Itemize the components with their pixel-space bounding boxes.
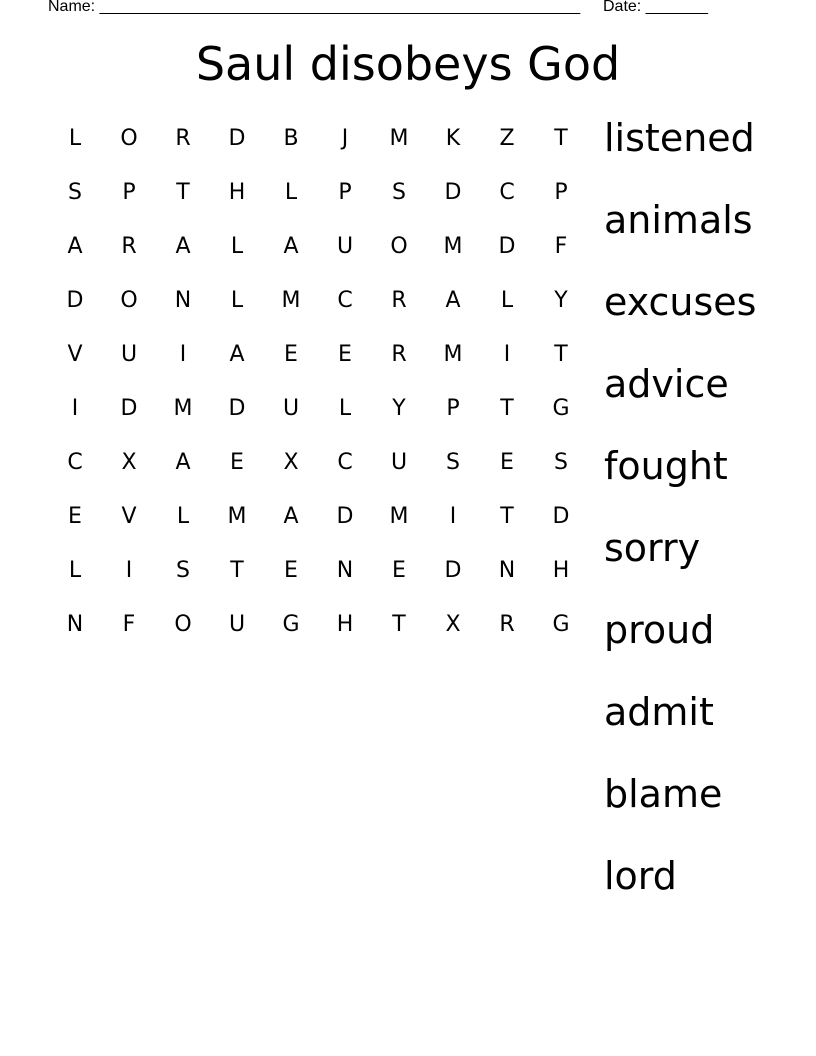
word-list-item: lord (604, 854, 677, 898)
grid-letter: C (67, 450, 83, 475)
word-list-item: admit (604, 690, 714, 734)
grid-letter: M (227, 504, 247, 529)
grid-letter: M (443, 342, 463, 367)
word-list-item: proud (604, 608, 715, 652)
grid-letter: S (554, 450, 568, 475)
grid-letter: N (336, 558, 354, 583)
word-list-item: blame (604, 772, 723, 816)
grid-letter: S (68, 180, 82, 205)
letter-grid (48, 112, 588, 652)
grid-letter: T (230, 558, 244, 583)
grid-letter: V (121, 504, 137, 529)
grid-letter: J (341, 126, 349, 151)
grid-letter: A (175, 450, 191, 475)
grid-letter: D (120, 396, 138, 421)
grid-letter: D (66, 288, 84, 313)
grid-letter: F (122, 612, 136, 637)
grid-letter: R (175, 126, 191, 151)
grid-letter: H (228, 180, 246, 205)
grid-letter: S (446, 450, 460, 475)
grid-letter: A (175, 234, 191, 259)
grid-letter: O (174, 612, 192, 637)
grid-letter: A (283, 234, 299, 259)
grid-letter: A (445, 288, 461, 313)
grid-letter: O (120, 288, 138, 313)
grid-letter: L (68, 126, 82, 151)
grid-letter: T (176, 180, 190, 205)
grid-letter: X (283, 450, 299, 475)
grid-letter: U (228, 612, 246, 637)
grid-letter: C (499, 180, 515, 205)
grid-letter: L (230, 234, 244, 259)
grid-letter: G (282, 612, 300, 637)
grid-letter: T (392, 612, 406, 637)
grid-row (48, 112, 588, 166)
grid-letter: Y (554, 288, 568, 313)
grid-letter: M (443, 234, 463, 259)
date-label: Date: (603, 0, 642, 15)
grid-row (48, 166, 588, 220)
grid-letter: M (389, 126, 409, 151)
header-line (48, 0, 708, 16)
grid-letter: M (281, 288, 301, 313)
grid-letter: L (176, 504, 190, 529)
grid-letter: D (336, 504, 354, 529)
word-list-item: excuses (604, 280, 757, 324)
date-blank: _______ (645, 0, 708, 15)
grid-row (48, 220, 588, 274)
grid-row (48, 382, 588, 436)
name-label: Name: (48, 0, 96, 15)
grid-letter: H (552, 558, 570, 583)
grid-letter: Z (499, 126, 515, 151)
grid-letter: E (338, 342, 352, 367)
grid-letter: N (498, 558, 516, 583)
grid-letter: H (336, 612, 354, 637)
grid-letter: U (336, 234, 354, 259)
grid-letter: C (337, 288, 353, 313)
word-list-item: fought (604, 444, 728, 488)
grid-row (48, 436, 588, 490)
grid-letter: N (174, 288, 192, 313)
grid-letter: B (283, 126, 299, 151)
word-list (604, 112, 804, 932)
grid-letter: N (66, 612, 84, 637)
grid-letter: E (392, 558, 406, 583)
grid-letter: R (391, 288, 407, 313)
grid-letter: M (389, 504, 409, 529)
grid-letter: A (283, 504, 299, 529)
grid-letter: P (338, 180, 352, 205)
grid-letter: S (176, 558, 190, 583)
grid-letter: U (282, 396, 300, 421)
name-blank: ______________________________________________________ (99, 0, 581, 15)
grid-letter: P (122, 180, 136, 205)
grid-letter: L (284, 180, 298, 205)
grid-letter: T (554, 126, 568, 151)
grid-letter: P (446, 396, 460, 421)
grid-letter: T (554, 342, 568, 367)
grid-letter: E (230, 450, 244, 475)
grid-letter: L (500, 288, 514, 313)
grid-letter: D (444, 558, 462, 583)
grid-letter: X (445, 612, 461, 637)
grid-letter: R (121, 234, 137, 259)
grid-letter: A (67, 234, 83, 259)
grid-letter: X (121, 450, 137, 475)
grid-letter: U (120, 342, 138, 367)
grid-letter: D (444, 180, 462, 205)
grid-letter: D (498, 234, 516, 259)
grid-letter: G (552, 396, 570, 421)
grid-letter: E (68, 504, 82, 529)
grid-letter: I (179, 342, 187, 367)
grid-letter: V (67, 342, 83, 367)
grid-letter: T (500, 504, 514, 529)
grid-letter: I (449, 504, 457, 529)
grid-letter: U (390, 450, 408, 475)
grid-letter: I (503, 342, 511, 367)
grid-row (48, 598, 588, 652)
grid-letter: F (554, 234, 568, 259)
word-list-item: animals (604, 198, 753, 242)
grid-letter: A (229, 342, 245, 367)
grid-letter: E (284, 342, 298, 367)
grid-letter: I (125, 558, 133, 583)
word-list-item: advice (604, 362, 729, 406)
grid-letter: O (390, 234, 408, 259)
grid-letter: E (500, 450, 514, 475)
grid-letter: E (284, 558, 298, 583)
page-title: Saul disobeys God (195, 37, 621, 91)
grid-letter: T (500, 396, 514, 421)
word-list-item: listened (604, 116, 755, 160)
grid-letter: Y (392, 396, 406, 421)
grid-letter: D (228, 126, 246, 151)
grid-letter: P (554, 180, 568, 205)
grid-row (48, 490, 588, 544)
grid-letter: I (71, 396, 79, 421)
grid-letter: S (392, 180, 406, 205)
grid-letter: G (552, 612, 570, 637)
grid-letter: L (230, 288, 244, 313)
grid-row (48, 328, 588, 382)
grid-row (48, 544, 588, 598)
grid-letter: O (120, 126, 138, 151)
grid-letter: K (445, 126, 461, 151)
grid-letter: C (337, 450, 353, 475)
grid-row (48, 274, 588, 328)
grid-letter: R (391, 342, 407, 367)
word-list-item: sorry (604, 526, 701, 570)
grid-letter: M (173, 396, 193, 421)
grid-letter: L (338, 396, 352, 421)
grid-letter: R (499, 612, 515, 637)
grid-letter: D (228, 396, 246, 421)
grid-letter: D (552, 504, 570, 529)
grid-letter: L (68, 558, 82, 583)
